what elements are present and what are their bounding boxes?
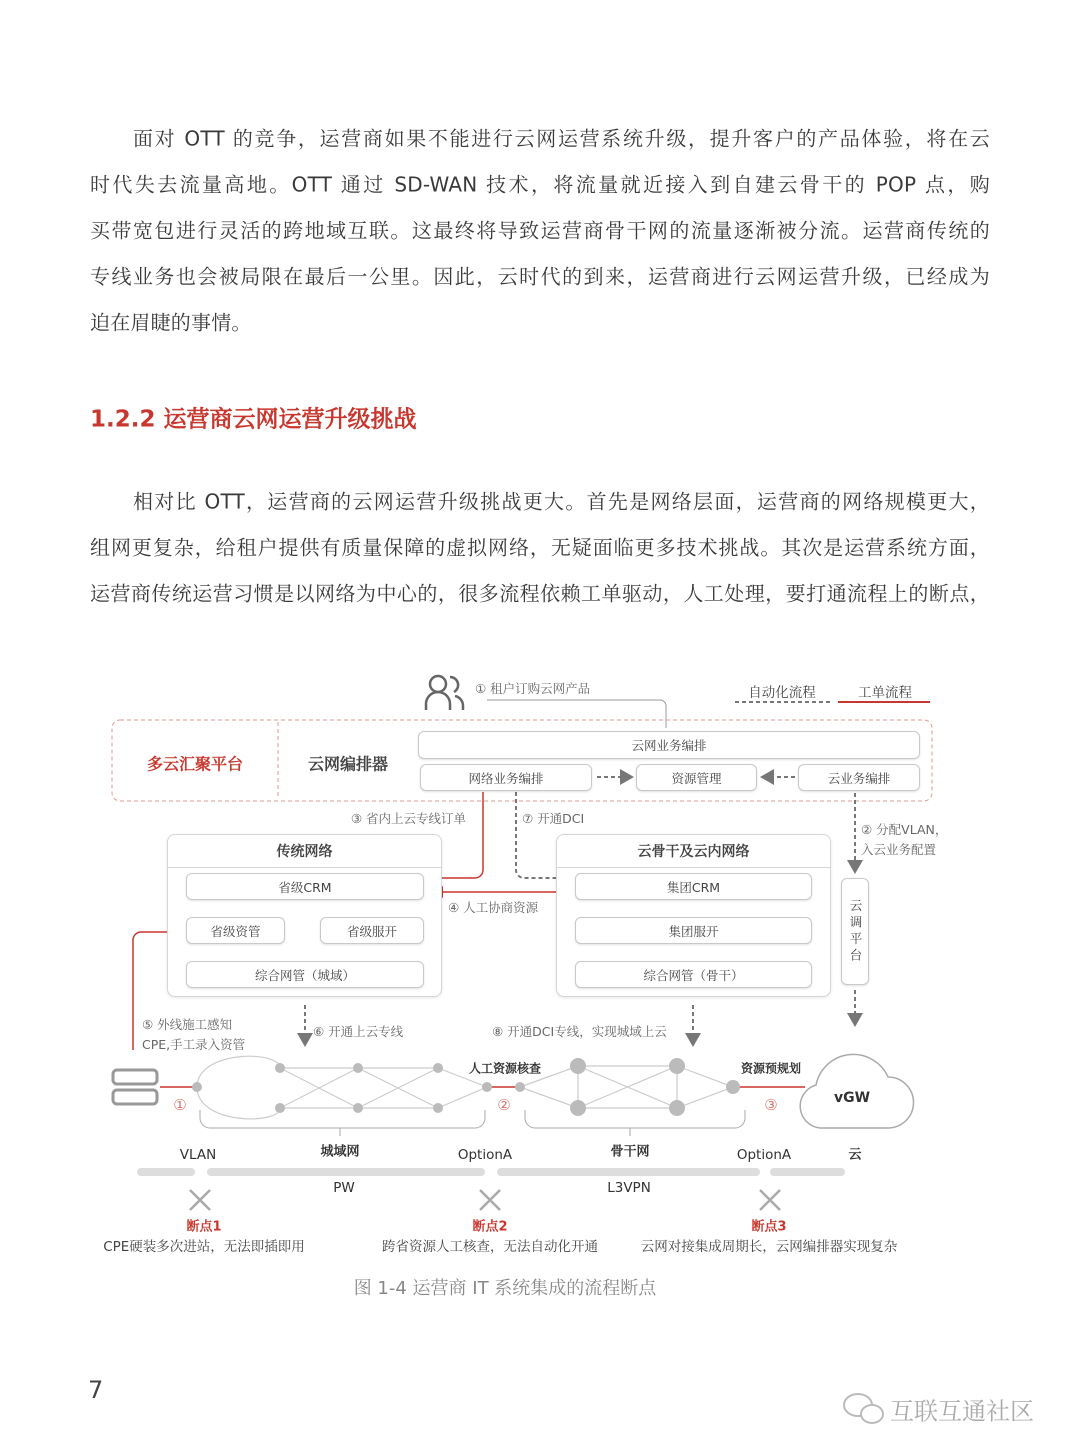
breakpoint-2-desc: 跨省资源人工核查，无法自动化开通 <box>382 1239 598 1255</box>
metro-label: 城域网 <box>320 1144 360 1160</box>
breakpoint-3-title: 断点3 <box>751 1219 787 1235</box>
paragraph-line: 相对比 OTT，运营商的云网运营升级挑战更大。首先是网络层面，运营商的网络规模更大， <box>133 489 990 514</box>
paragraph-line: 迫在眉睫的事情。 <box>90 310 252 335</box>
wrench-icon <box>190 1190 780 1210</box>
metro-nms-box: 综合网管（城域） <box>186 961 424 988</box>
cloud-network-orchestration-box: 云网业务编排 <box>418 731 920 759</box>
group-service-box: 集团服开 <box>575 917 812 944</box>
backbone-network <box>520 1066 733 1108</box>
network-orchestration-box: 网络业务编排 <box>420 764 592 791</box>
step5-label: ⑤ 外线施工感知 <box>142 1017 233 1032</box>
optiona-label: OptionA <box>457 1147 513 1163</box>
breakpoint-1-desc: CPE硬装多次进站，无法即插即用 <box>103 1239 305 1255</box>
manual-check-label: 人工资源核查 <box>468 1061 542 1076</box>
wechat-icon <box>844 1394 883 1423</box>
provincial-service-box: 省级服开 <box>320 917 424 944</box>
watermark: 互联互通社区 <box>890 1397 1034 1426</box>
step5-label-2: CPE,手工录入资管 <box>142 1037 246 1052</box>
tenant-order-label: ① 租户订购云网产品 <box>475 681 591 696</box>
orchestrator-label: 云网编排器 <box>307 754 389 774</box>
group-title: 云骨干及云内网络 <box>557 835 830 868</box>
resource-management-box: 资源管理 <box>636 764 757 791</box>
section-heading: 1.2.2 运营商云网运营升级挑战 <box>90 406 417 433</box>
point-1-marker: ① <box>173 1096 187 1114</box>
cloud-dispatch-platform-box: 云调平台 <box>841 878 869 985</box>
step2-label-2: 入云业务配置 <box>861 842 937 857</box>
paragraph-line: 面对 OTT 的竞争，运营商如果不能进行云网运营系统升级，提升客户的产品体验，将在云 <box>133 126 990 151</box>
cloud-orchestration-box: 云业务编排 <box>798 764 920 791</box>
step2-label: ② 分配VLAN， <box>861 822 948 837</box>
provincial-asset-box: 省级资管 <box>186 917 285 944</box>
cpe-server-icon <box>113 1070 157 1104</box>
paragraph-line: 组网更复杂，给租户提供有质量保障的虚拟网络，无疑面临更多技术挑战。其次是运营系统方面， <box>90 535 990 560</box>
metro-network <box>197 1056 487 1119</box>
pw-label: PW <box>333 1180 355 1196</box>
user-group-icon <box>426 676 463 710</box>
breakpoint-2-title: 断点2 <box>472 1219 508 1235</box>
optiona-label-2: OptionA <box>736 1147 792 1163</box>
step4-label: ④ 人工协商资源 <box>448 900 539 915</box>
step7-label: ⑦ 开通DCI <box>522 811 585 826</box>
figure-caption: 图 1-4 运营商 IT 系统集成的流程断点 <box>353 1278 657 1299</box>
tenant-order-line <box>487 700 666 728</box>
step3-label: ③ 省内上云专线订单 <box>350 811 466 826</box>
group-crm-box: 集团CRM <box>575 873 812 900</box>
group-title: 传统网络 <box>168 835 441 868</box>
paragraph-line: 运营商传统运营习惯是以网络为中心的，很多流程依赖工单驱动，人工处理，要打通流程上的断点， <box>90 581 990 606</box>
point-2-marker: ② <box>497 1096 511 1114</box>
l3vpn-label: L3VPN <box>607 1180 651 1196</box>
cloud-label: 云 <box>848 1147 862 1163</box>
step6-label: ⑥ 开通上云专线 <box>313 1024 404 1039</box>
segment-bars <box>137 1168 845 1176</box>
preplan-label: 资源预规划 <box>740 1061 802 1076</box>
paragraph-line: 买带宽包进行灵活的跨地域互联。这最终将导致运营商骨干网的流量逐渐被分流。运营商传统的 <box>90 218 990 243</box>
point-3-marker: ③ <box>764 1096 778 1114</box>
vlan-label: VLAN <box>179 1147 217 1163</box>
multi-cloud-platform-label: 多云汇聚平台 <box>146 754 244 774</box>
paragraph-line: 专线业务也会被局限在最后一公里。因此，云时代的到来，运营商进行云网运营升级，已经成为 <box>90 264 990 289</box>
legend-auto: 自动化流程 <box>748 685 816 701</box>
breakpoint-1-title: 断点1 <box>186 1219 222 1235</box>
backbone-nms-box: 综合网管（骨干） <box>575 961 812 988</box>
step8-label: ⑧ 开通DCI专线，实现城域上云 <box>492 1024 667 1039</box>
legend-ticket: 工单流程 <box>858 685 912 701</box>
page-number: 7 <box>88 1376 104 1404</box>
breakpoint-3-desc: 云网对接集成周期长，云网编排器实现复杂 <box>640 1239 898 1255</box>
paragraph-line: 时代失去流量高地。OTT 通过 SD-WAN 技术，将流量就近接入到自建云骨干的 POP 点，购 <box>90 172 990 197</box>
vgw-label: vGW <box>833 1090 871 1106</box>
backbone-label: 骨干网 <box>610 1144 650 1160</box>
provincial-crm-box: 省级CRM <box>186 873 424 900</box>
